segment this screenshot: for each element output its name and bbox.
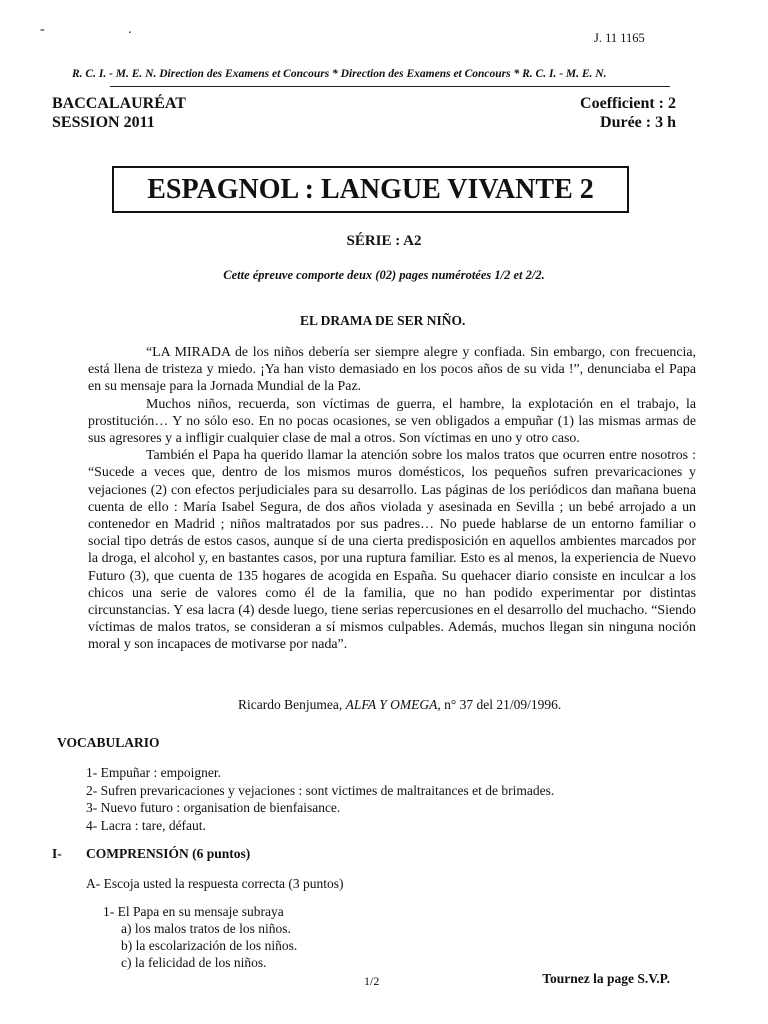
paragraph: Muchos niños, recuerda, son víctimas de guerra, el hambre, la explotación en el trabajo, la prostitución… Y no sólo eso. En no pocas ocasiones, se ven obligados a empuñar (1) las mismas armas de sus agresores y a infligir cualquier clase de mal a otros. Son víctimas en uno y otro caso. (88, 396, 696, 447)
paragraph: “LA MIRADA de los niños debería ser siempre alegre y confiada. Sin embargo, con frecuencia, está llena de tristeza y miedo. ¡Ya han visto demasiado en los pocos años de su vida !”, denunciaba el Papa en su mensaje para la Jornada Mundial de la Paz. (88, 345, 696, 395)
answer-options (103, 920, 297, 971)
answer-option: c) la felicidad de los niños. (121, 955, 267, 970)
page-number: 1/2 (364, 974, 380, 988)
duration: Durée : 3 h (600, 114, 676, 131)
section-heading (52, 846, 250, 862)
answer-option: a) los malos tratos de los niños. (121, 921, 291, 936)
corner-marks: - . (40, 22, 172, 37)
header-rule (110, 86, 670, 87)
vocabulary-item: 1- Empuñar : empoigner. (86, 765, 221, 780)
section-title: COMPRENSIÓN (6 puntos) (86, 846, 251, 861)
turn-page-note: Tournez la page S.V.P. (542, 971, 670, 986)
vocabulary-item: 2- Sufren prevaricaciones y vejaciones : sont victimes de maltraitances et de brimades. (86, 782, 555, 798)
coefficient: Coefficient : 2 (580, 95, 676, 112)
source-publication: ALFA Y OMEGA (345, 697, 438, 712)
question-text: 1- El Papa en su mensaje subraya (103, 904, 284, 919)
subject-title-box (112, 166, 629, 213)
reading-text (88, 344, 696, 654)
text-title: EL DRAMA DE SER NIÑO. (300, 313, 466, 328)
subject-title: ESPAGNOL : LANGUE VIVANTE 2 (147, 173, 594, 205)
paragraph: También el Papa ha querido llamar la atención sobre los malos tratos que ocurren entre nosotros : “Sucede a veces que, dentro de los mismos muros domésticos, los pequeños sufren prevaricaciones y vejaciones (2) con efectos perjudiciales para su desarrollo. Las páginas de los periódicos dan mañana buena cuenta de ello : María Isabel Segura, de dos años violada y asesinada en Sevilla ; un bebé arrojado a un contenedor en Madrid ; niños maltratados por sus padres… No puede hablarse de un entorno familiar o social tipo detrás de estos casos, aunque sí de una cierta predisposición en aquellos ambientes marcados por la droga, el alcohol y, en bastantes casos, por una ruptura familiar. Esto es al menos, la experiencia de Nuevo Futuro (3), que cuenta de 135 hogares de acogida en España. Su quehacer diario consiste en inculcar a los chicos una serie de valores como él de la familia, que no han podido experimentar por distintas circunstancias. Y esa lacra (4) desde luego, tiene serias repercusiones en el desarrollo del muchacho. “Siendo víctimas de malos tratos, se consideran a sí mismos culpables. Además, muchos llegan sin ninguna noción moral y son incapaces de motivarse por nada”. (88, 448, 696, 653)
vocabulary-item: 4- Lacra : tare, défaut. (86, 817, 206, 833)
issuer-line: R. C. I. - M. E. N. Direction des Examens et Concours * Direction des Examens et Concours * R. C. I. - M. E. N. (72, 68, 607, 80)
exam-name: BACCALAURÉAT (52, 95, 186, 112)
source-author: Ricardo Benjumea, (238, 697, 346, 712)
vocabulary-item: 3- Nuevo futuro : organisation de bienfaisance. (86, 800, 341, 815)
exam-reference: J. 11 1165 (594, 31, 645, 45)
text-source (238, 697, 561, 713)
exercise-instruction: A- Escoja usted la respuesta correcta (3 puntos) (86, 876, 344, 891)
pages-note: Cette épreuve comporte deux (02) pages numérotées 1/2 et 2/2. (223, 268, 545, 282)
answer-option: b) la escolarización de los niños. (121, 938, 298, 953)
exam-session: SESSION 2011 (52, 114, 155, 131)
exam-meta (580, 94, 676, 132)
exam-info (52, 94, 186, 132)
serie-label: SÉRIE : A2 (346, 233, 422, 249)
question-block (103, 903, 297, 971)
source-issue: , n° 37 del 21/09/1996. (437, 697, 562, 712)
vocabulary-title: VOCABULARIO (57, 735, 160, 750)
vocabulary-list (86, 764, 554, 834)
section-number: I- (52, 846, 62, 861)
